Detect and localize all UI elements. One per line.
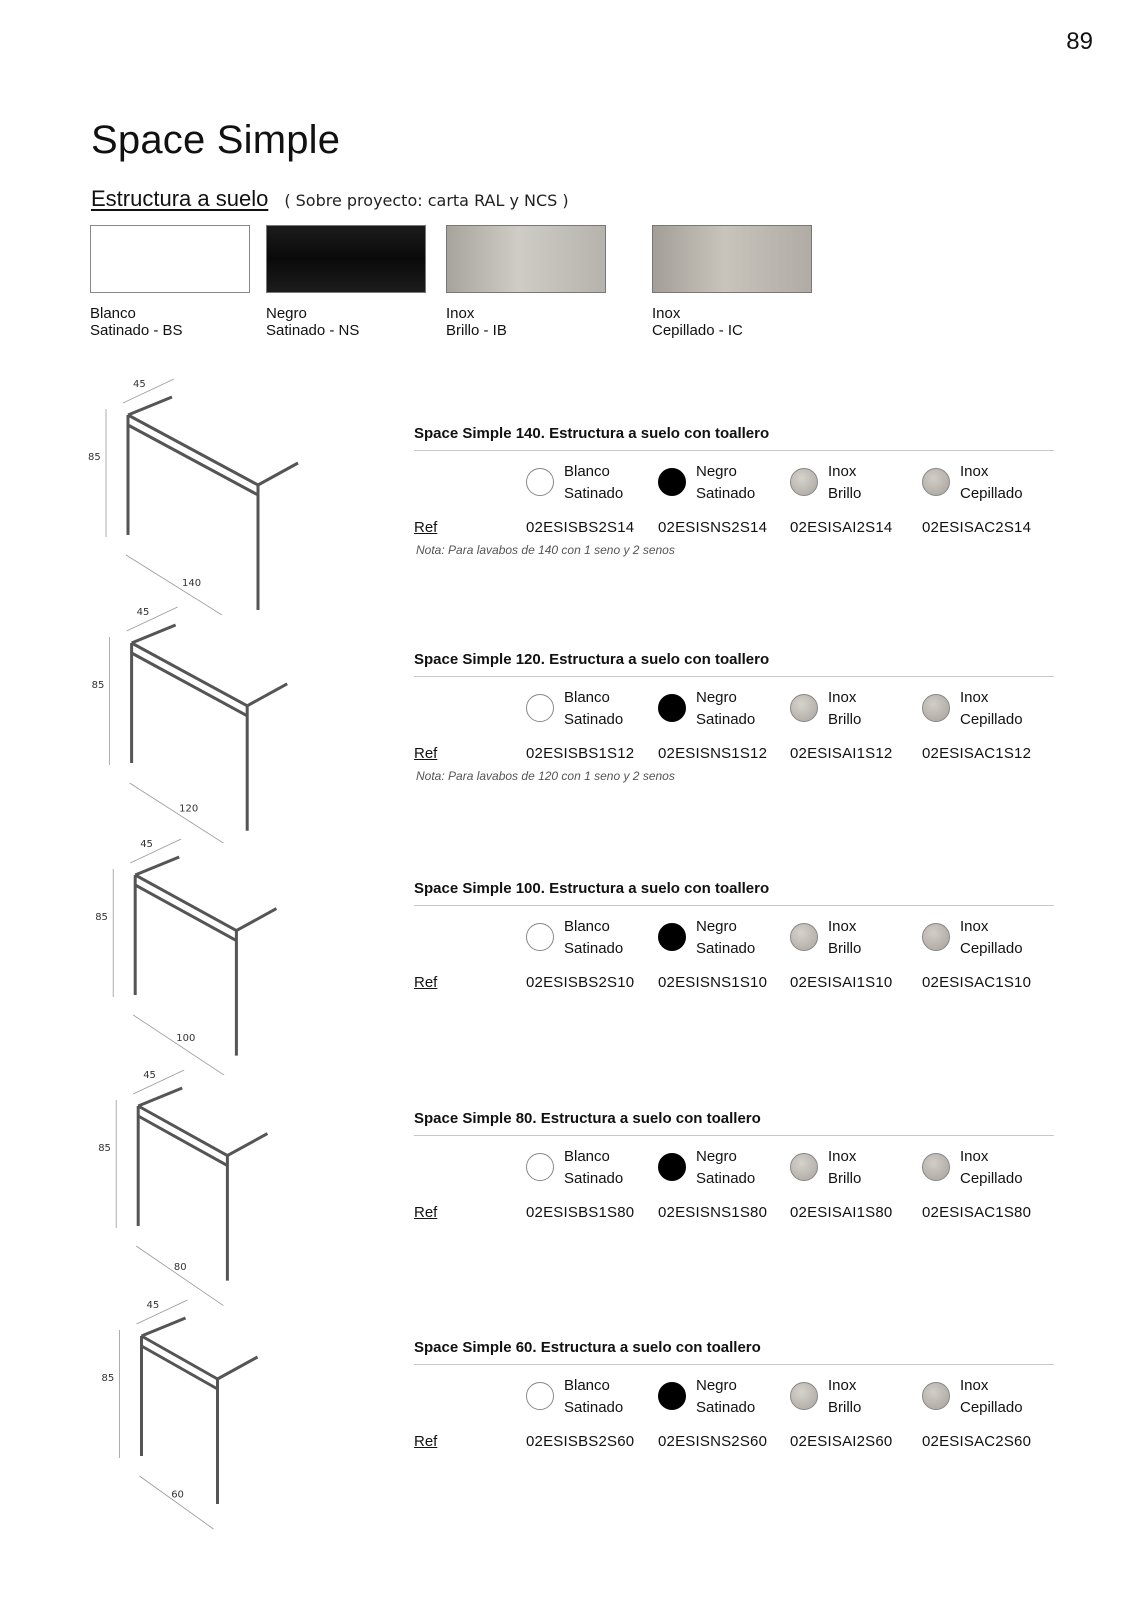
color-name: Inox [960, 463, 989, 480]
black-circle-icon [658, 468, 686, 496]
color-option [922, 461, 1023, 505]
color-option-label [564, 687, 623, 731]
color-name: Inox [828, 689, 857, 706]
color-name: Inox [828, 463, 857, 480]
product-block [414, 1110, 1054, 1224]
reference-row [414, 745, 1054, 765]
reference-row [414, 1204, 1054, 1224]
frame-towel-rail [138, 1116, 227, 1166]
finish-code: Satinado - NS [266, 322, 360, 339]
color-option-label [564, 1146, 623, 1190]
dimension-width-label: 60 [171, 1489, 184, 1501]
finish-label [652, 305, 812, 339]
frame-towel-rail [142, 1346, 218, 1389]
dimension-width-label: 80 [173, 1261, 187, 1273]
reference-code: 02ESISAC1S10 [922, 974, 1032, 991]
divider [414, 905, 1054, 906]
finish-swatch-steel [446, 225, 606, 293]
finish-name: Blanco [90, 305, 136, 322]
frame-depth-arm [142, 1318, 186, 1336]
color-finish: Satinado [696, 1170, 756, 1187]
color-option [922, 1146, 1023, 1190]
dimension-depth-label: 45 [133, 379, 146, 390]
color-finish: Cepillado [960, 711, 1023, 728]
frame-top-rail [135, 875, 236, 931]
frame-front-arm [247, 684, 287, 706]
color-option [658, 461, 755, 505]
reference-code: 02ESISNS1S10 [658, 974, 768, 991]
ref-label: Ref [414, 1433, 438, 1450]
dimension-depth-label: 45 [136, 607, 150, 618]
black-circle-icon [658, 1382, 686, 1410]
color-option-label [960, 687, 1023, 731]
divider [414, 1364, 1054, 1365]
finish-code: Satinado - BS [90, 322, 183, 339]
color-finish: Brillo [828, 940, 862, 957]
product-title: Space Simple 80. Estructura a suelo con toallero [414, 1110, 761, 1127]
dimension-height-label: 85 [95, 912, 108, 923]
frame-svg [88, 1066, 328, 1306]
color-name: Inox [960, 1148, 989, 1165]
subtitle-note: ( Sobre proyecto: carta RAL y NCS ) [284, 191, 569, 210]
brushed-steel-circle-icon [922, 923, 950, 951]
color-option [922, 916, 1023, 960]
dimension-height-label: 85 [98, 1143, 111, 1154]
color-option-label [960, 461, 1023, 505]
dimension-height-label: 85 [101, 1373, 115, 1384]
color-options [414, 687, 1054, 745]
frame-top-rail [138, 1106, 227, 1156]
color-option [526, 687, 623, 731]
color-option-label [828, 461, 861, 505]
color-finish: Satinado [696, 711, 756, 728]
color-option [658, 1146, 755, 1190]
frame-svg [88, 835, 328, 1075]
dimension-depth-label: 45 [146, 1300, 160, 1311]
color-name: Inox [960, 918, 989, 935]
finish-name: Inox [652, 305, 681, 322]
finish-swatch-brushed-steel [652, 225, 812, 293]
color-finish: Satinado [564, 940, 624, 957]
steel-circle-icon [790, 468, 818, 496]
black-circle-icon [658, 923, 686, 951]
color-options [414, 461, 1054, 519]
frame-front-arm [218, 1357, 258, 1379]
reference-code: 02ESISAI1S10 [790, 974, 893, 991]
finish-swatch-black [266, 225, 426, 293]
finish-label [446, 305, 606, 339]
frame-front-arm [227, 1134, 267, 1156]
reference-code: 02ESISAC1S80 [922, 1204, 1032, 1221]
dimension-height-label: 85 [88, 452, 101, 463]
divider [414, 1135, 1054, 1136]
color-option-label [828, 1146, 861, 1190]
dimension-width-line [140, 1476, 214, 1529]
reference-code: 02ESISBS2S60 [526, 1433, 635, 1450]
reference-code: 02ESISNS1S80 [658, 1204, 768, 1221]
color-finish: Cepillado [960, 1399, 1023, 1416]
color-option [526, 1375, 623, 1419]
product-title: Space Simple 140. Estructura a suelo con toallero [414, 425, 770, 442]
frame-depth-arm [138, 1088, 182, 1106]
reference-row [414, 974, 1054, 994]
reference-code: 02ESISAI1S80 [790, 1204, 893, 1221]
product-block [414, 880, 1054, 994]
color-name: Inox [960, 1377, 989, 1394]
product-note: Nota: Para lavabos de 120 con 1 seno y 2 senos [416, 769, 675, 783]
color-finish: Brillo [828, 1170, 862, 1187]
subtitle-row [91, 186, 569, 212]
frame-front-arm [236, 909, 276, 931]
product-block [414, 651, 1054, 783]
brushed-steel-circle-icon [922, 1382, 950, 1410]
page-title: Space Simple [91, 118, 341, 162]
frame-towel-rail [132, 653, 248, 716]
color-option-label [696, 1146, 755, 1190]
color-finish: Brillo [828, 485, 862, 502]
color-option [922, 1375, 1023, 1419]
dimension-height-label: 85 [91, 680, 105, 691]
white-circle-icon [526, 1153, 554, 1181]
reference-code: 02ESISNS2S14 [658, 519, 768, 536]
color-name: Negro [696, 1148, 737, 1165]
reference-code: 02ESISNS1S12 [658, 745, 768, 762]
white-circle-icon [526, 1382, 554, 1410]
color-option-label [564, 1375, 623, 1419]
color-option-label [960, 1146, 1023, 1190]
product-block [414, 425, 1054, 557]
product-title: Space Simple 60. Estructura a suelo con toallero [414, 1339, 761, 1356]
ref-label: Ref [414, 519, 438, 536]
color-name: Inox [828, 918, 857, 935]
reference-code: 02ESISBS1S12 [526, 745, 635, 762]
color-option [526, 461, 623, 505]
color-finish: Satinado [564, 1170, 624, 1187]
product-note: Nota: Para lavabos de 140 con 1 seno y 2 senos [416, 543, 675, 557]
brushed-steel-circle-icon [922, 1153, 950, 1181]
color-name: Negro [696, 918, 737, 935]
product-title: Space Simple 100. Estructura a suelo con toallero [414, 880, 770, 897]
color-finish: Cepillado [960, 1170, 1023, 1187]
color-option-label [696, 1375, 755, 1419]
color-option [790, 1375, 861, 1419]
color-finish: Brillo [828, 1399, 862, 1416]
color-option-label [828, 1375, 861, 1419]
frame-front-arm [258, 463, 298, 485]
color-option [526, 916, 623, 960]
color-finish: Cepillado [960, 485, 1023, 502]
finish-swatch-white [90, 225, 250, 293]
color-name: Blanco [564, 1377, 610, 1394]
color-option-label [696, 461, 755, 505]
color-finish: Cepillado [960, 940, 1023, 957]
reference-row [414, 519, 1054, 539]
frame-depth-arm [135, 857, 179, 875]
reference-code: 02ESISAI1S12 [790, 745, 893, 762]
dimension-depth-label: 45 [140, 839, 153, 850]
reference-code: 02ESISAI2S60 [790, 1433, 893, 1450]
finish-label [90, 305, 250, 339]
ref-label: Ref [414, 1204, 438, 1221]
color-option [790, 461, 861, 505]
color-options [414, 1375, 1054, 1433]
color-option [526, 1146, 623, 1190]
color-option [922, 687, 1023, 731]
frame-top-rail [142, 1336, 218, 1379]
white-circle-icon [526, 468, 554, 496]
color-option [790, 1146, 861, 1190]
finish-blanco [90, 225, 250, 339]
finish-name: Inox [446, 305, 475, 322]
color-name: Negro [696, 1377, 737, 1394]
color-name: Negro [696, 463, 737, 480]
color-finish: Satinado [564, 1399, 624, 1416]
color-name: Inox [828, 1148, 857, 1165]
reference-code: 02ESISAI2S14 [790, 519, 893, 536]
color-name: Blanco [564, 918, 610, 935]
color-finish: Satinado [564, 711, 624, 728]
color-name: Negro [696, 689, 737, 706]
color-option [658, 916, 755, 960]
color-name: Inox [960, 689, 989, 706]
finish-negro [266, 225, 426, 339]
color-finish: Brillo [828, 711, 862, 728]
black-circle-icon [658, 694, 686, 722]
frame-svg [88, 375, 328, 615]
reference-code: 02ESISNS2S60 [658, 1433, 768, 1450]
dimension-width-label: 140 [182, 578, 202, 589]
color-option-label [828, 687, 861, 731]
dimension-depth-label: 45 [143, 1070, 156, 1081]
finish-code: Brillo - IB [446, 322, 507, 339]
color-option-label [564, 916, 623, 960]
brushed-steel-circle-icon [922, 468, 950, 496]
frame-drawing [88, 1066, 328, 1306]
dimension-width-label: 100 [176, 1032, 196, 1044]
frame-depth-arm [128, 397, 172, 415]
steel-circle-icon [790, 694, 818, 722]
frame-drawing [88, 1296, 328, 1536]
reference-code: 02ESISAC2S14 [922, 519, 1032, 536]
white-circle-icon [526, 923, 554, 951]
frame-depth-arm [132, 625, 176, 643]
brushed-steel-circle-icon [922, 694, 950, 722]
color-option [658, 1375, 755, 1419]
section-subtitle: Estructura a suelo [91, 186, 269, 211]
steel-circle-icon [790, 923, 818, 951]
color-option [658, 687, 755, 731]
frame-drawing [88, 603, 328, 843]
ref-label: Ref [414, 974, 438, 991]
finish-name: Negro [266, 305, 307, 322]
frame-drawing [88, 375, 328, 615]
frame-top-rail [132, 643, 248, 706]
dimension-width-label: 120 [179, 803, 199, 815]
reference-code: 02ESISBS1S80 [526, 1204, 635, 1221]
color-option-label [564, 461, 623, 505]
white-circle-icon [526, 694, 554, 722]
finish-inox-cepillado [652, 225, 812, 339]
ref-label: Ref [414, 745, 438, 762]
finish-code: Cepillado - IC [652, 322, 743, 339]
color-option [790, 916, 861, 960]
finish-label [266, 305, 426, 339]
divider [414, 676, 1054, 677]
color-option-label [960, 1375, 1023, 1419]
steel-circle-icon [790, 1153, 818, 1181]
color-option-label [828, 916, 861, 960]
color-finish: Satinado [696, 940, 756, 957]
color-finish: Satinado [696, 1399, 756, 1416]
frame-towel-rail [128, 425, 258, 495]
color-name: Inox [828, 1377, 857, 1394]
color-finish: Satinado [564, 485, 624, 502]
steel-circle-icon [790, 1382, 818, 1410]
color-option-label [960, 916, 1023, 960]
color-name: Blanco [564, 1148, 610, 1165]
color-options [414, 1146, 1054, 1204]
product-block [414, 1339, 1054, 1453]
black-circle-icon [658, 1153, 686, 1181]
color-options [414, 916, 1054, 974]
color-name: Blanco [564, 689, 610, 706]
frame-drawing [88, 835, 328, 1075]
frame-svg [88, 603, 328, 843]
reference-row [414, 1433, 1054, 1453]
product-title: Space Simple 120. Estructura a suelo con toallero [414, 651, 770, 668]
color-option [790, 687, 861, 731]
reference-code: 02ESISBS2S10 [526, 974, 635, 991]
color-option-label [696, 916, 755, 960]
page-number: 89 [1066, 28, 1093, 55]
frame-towel-rail [135, 885, 236, 941]
color-finish: Satinado [696, 485, 756, 502]
color-option-label [696, 687, 755, 731]
reference-code: 02ESISAC1S12 [922, 745, 1032, 762]
finish-inox-brillo [446, 225, 606, 339]
divider [414, 450, 1054, 451]
frame-top-rail [128, 415, 258, 485]
frame-svg [88, 1296, 328, 1536]
reference-code: 02ESISAC2S60 [922, 1433, 1032, 1450]
reference-code: 02ESISBS2S14 [526, 519, 635, 536]
color-name: Blanco [564, 463, 610, 480]
